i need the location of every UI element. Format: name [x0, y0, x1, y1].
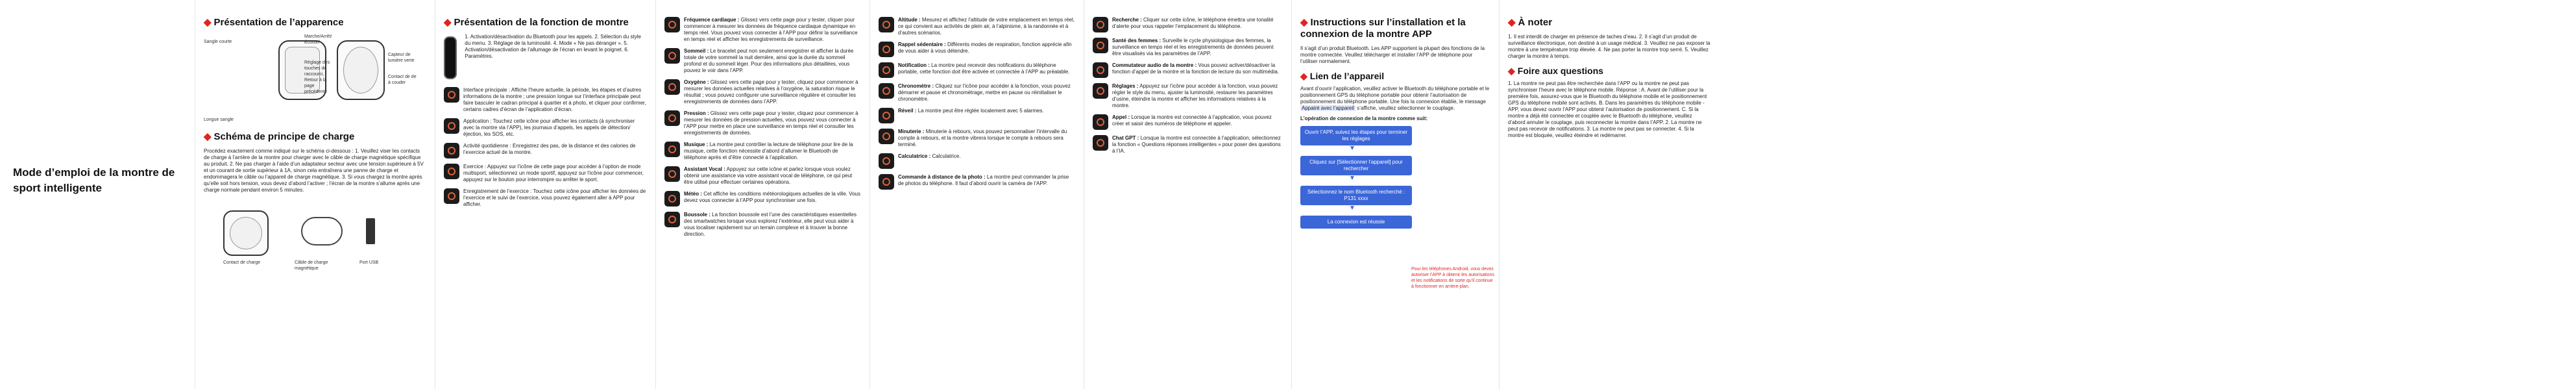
list-item: Appel : Lorsque la montre est connectée à l’application, vous pouvez créer et saisir des numéros de téléphone et appeler. [1112, 114, 1272, 127]
call-icon [1093, 114, 1108, 130]
flow-step-select-bluetooth: Sélectionnez le nom Bluetooth recherché : P131 xxxx [1300, 186, 1412, 205]
install-text: Il s’agit d’un produit Bluetooth. Les APP supportent la plupart des fonctions de la montre connectée. Veuillez télécharger et installer l’APP de téléphone pour l’utiliser normalement. [1300, 45, 1485, 64]
charging-text: Procédez exactement comme indiqué sur le schéma ci-dessous : 1. Veuillez viser les contacts de charge à l’arrière de la montre pour charger avec le câble de charge magnétique spécifique au produit. 2. Ne pas charger à l’aide d’un adaptateur secteur avec une tension supérieure à 5V et un courant de sortie supérieur à 1A, sinon cela entraînera une panne de charge et endommagera le câble ou l’appareil de charge magnétique. 3. Si vous chargez la montre après qu’elle soit hors tension, vous devez d’abord l’activer ; l’écran de la montre s’allume après une charge normale pendant environ 5 minutes. [204, 148, 424, 193]
list-item: Météo : Cet affiche les conditions météorologiques actuelles de la ville. Vous devez vous connecter à l’APP pour synchroniser une fois. [684, 191, 861, 203]
arrow-down-icon: ▼ [1349, 145, 1355, 152]
calculator-icon [879, 153, 894, 169]
flow-step-open-app: Ouvrir l’APP, suivez les étapes pour terminer les réglages [1300, 126, 1412, 145]
label-long-strap: Longue sangle [204, 118, 234, 122]
flow-title: L’opération de connexion de la montre comme suit: [1300, 116, 1428, 121]
list-item: Sommeil : Le bracelet peut non seulement enregistrer et afficher la durée totale de votre sommeil la nuit dernière, ainsi que la durée du sommeil profond et du sommeil léger. Pour des informations plus détaillées, vous pouvez le voir dans l’APP. [684, 48, 854, 73]
app-text: Application : Touchez cette icône pour afficher les contacts (à synchroniser avec la montre via l’APP), les journaux d’appels, les appels de détection/éjection, les SOS, etc. [463, 118, 635, 137]
arrow-down-icon: ▼ [1349, 205, 1355, 212]
music-icon [664, 142, 680, 157]
stopwatch-icon [879, 83, 894, 99]
sedentary-icon [879, 42, 894, 57]
tools-panel [869, 0, 1084, 389]
arrow-down-icon: ▼ [1349, 175, 1355, 182]
label-short-strap: Sangle courte [204, 40, 232, 44]
list-item: Assistant Vocal : Appuyez sur cette icône et parlez lorsque vous voulez obtenir une assistance via votre assistant vocal de téléphone, ce qui peut être utilisé pour effectuer certaines opérations. [684, 166, 853, 185]
weather-icon [664, 191, 680, 207]
label-usb: Port USB [359, 260, 379, 265]
label-cable: Câble de charge magnétique [295, 260, 328, 271]
list-item: Minuterie : Minuterie à rebours, vous pouvez personnaliser l’intervalle du compte à rebours, et la montre vibrera lorsque le compte à rebours sera terminé. [898, 129, 1067, 147]
chat-gpt-icon [1093, 135, 1108, 151]
label-light-sensor: Capteur de lumière verte [388, 53, 415, 63]
watch-back-charging [223, 210, 269, 256]
list-item: Santé des femmes : Surveille le cycle physiologique des femmes, la surveillance en temps réel et les enregistrements de données peuvent être visualisés via les paramètres de l’APP. [1112, 38, 1274, 56]
install-heading: ◆ Instructions sur l’installation et la connexion de la montre APP [1300, 17, 1466, 40]
label-charge-contacts: Contact de de à couder [388, 75, 417, 85]
list-item: Notification : La montre peut recevoir des notifications du téléphone portable, cette fonction doit être activée et connectée à l’APP au préalable. [898, 62, 1070, 75]
alarm-icon [879, 108, 894, 123]
activity-icon [444, 143, 459, 158]
flow-step-success: La connexion est réussie [1300, 216, 1412, 229]
connection-flow [1300, 126, 1490, 229]
records-icon [444, 188, 459, 204]
list-item: Fréquence cardiaque : Glissez vers cette page pour y tester, cliquer pour commencer à mesurer les données de fréquence cardiaque dynamique en temps réel. Vous pouvez vous connecter à l’APP pour définir la surveillance en temps réel et afficher les enregistrements de surveillance. [684, 17, 858, 42]
phone-panel [1084, 0, 1291, 389]
list-item: Boussole : La fonction boussole est l’une des caractéristiques essentielles des smartwatches lorsque vous explorez l’extérieur, elle peut vous aider à vous localiser rapidement sur un terrain complexe et à trouver la bonne direction. [684, 212, 857, 237]
audio-switch-icon [1093, 62, 1108, 78]
sleep-icon [664, 48, 680, 64]
search-icon [1093, 17, 1108, 32]
records-text: Enregistrement de l’exercice : Touchez cette icône pour afficher les données de l’exercice et le suivi de l’exercice, vous pouvez également aller à APP pour afficher. [463, 188, 646, 207]
notification-icon [879, 62, 894, 78]
pressure-icon [664, 110, 680, 126]
exercise-text: Exercice : Appuyez sur l’icône de cette page pour accéder à l’option de mode multisport, sélectionnez un mode sportif, appuyez sur l’icône pour commencer, appuyez sur le bouton pour interrompre ou arrêter le sport. [463, 164, 644, 182]
faq-heading: ◆ Foire aux questions [1508, 66, 1604, 76]
label-contact: Contact de charge [223, 260, 261, 265]
list-item: Altitude : Mesurez et affichez l’altitude de votre emplacement en temps réel, ce qui convient aux activités de plein air, à l’alpinisme, à la randonnée et à d’autres scénarios. [898, 17, 1075, 36]
list-item: Commutateur audio de la montre : Vous pouvez activer/désactiver la fonction d’appel de la montre et la fonction de lecture du son multimédia. [1112, 62, 1280, 75]
list-item: Réglages : Appuyez sur l’icône pour accéder à la fonction, vous pouvez régler le style du menu, ajuster la luminosité, restaurer les paramètres d’usine, éteindre la montre et afficher les informations relatives à la montre. [1112, 83, 1278, 108]
functions-heading: ◆ Présentation de la fonction de montre [444, 17, 629, 28]
link-heading: ◆ Lien de l’appareil [1300, 71, 1385, 81]
watch-diagram [204, 34, 426, 131]
oxygen-icon [664, 79, 680, 95]
list-item: Rappel sédentaire : Différents modes de respiration, fonction apprécie afin de vous aider à vous détendre. [898, 42, 1072, 54]
charging-heading: ◆ Schéma de principe de charge [204, 131, 355, 142]
cover-title: Mode d’emploi de la montre de sport intelligente [13, 166, 175, 194]
app-icon [444, 118, 459, 134]
label-power-button: Marche/Arrêt/ Écoute/ [304, 34, 332, 45]
appearance-heading: ◆ Présentation de l’apparence [204, 17, 344, 28]
pairing-highlight: Appairé avec l’appareil [1302, 105, 1354, 111]
cable-image [301, 217, 343, 245]
list-item: Recherche : Cliquer sur cette icône, le téléphone émettra une tonalité d’alerte pour vous rappeler l’emplacement du téléphone. [1112, 17, 1274, 29]
altitude-icon [879, 17, 894, 32]
activity-text: Activité quotidienne : Enregistrez des pas, de la distance et des calories de l’exercice actuel de la montre. [463, 143, 636, 155]
list-item: Réveil : La montre peut être réglée localement avec 5 alarmes. [898, 108, 1044, 114]
camera-icon [879, 174, 894, 190]
list-item: Chronomètre : Cliquez sur l’icône pour accéder à la fonction, vous pouvez démarrer et pause et chronométrage, mettre en pause ou réinitialiser le chronomètre. [898, 83, 1071, 102]
voice-assistant-icon [664, 166, 680, 182]
list-item: Pression : Glissez vers cette page pour y tester, cliquez pour commencer à mesurer les données de pression actuelles, vous pouvez vous connecter à l’APP pour mettre en place une surveillance en temps réel et consulter les enregistrements de données. [684, 110, 858, 136]
usb-plug-image [366, 218, 375, 244]
list-item: Commande à distance de la photo : La montre peut commander la prise de photos du téléphone. Il faut d’abord ouvrir la caméra de l’APP. [898, 174, 1069, 186]
install-panel [1291, 0, 1499, 389]
link-text: Avant d’ouvrir l’application, veuillez activer le Bluetooth du téléphone portable et le positionnement GPS du téléphone portable pour obtenir l’autorisation de positionnement du téléphone portable. Une fois la connexion établie, le message Appairé avec l’appareil s’affiche, veuillez sélectionner le couplage. [1300, 86, 1490, 111]
flow-step-select-device: Cliquez sur [Sélectionner l’appareil] pour rechercher [1300, 156, 1412, 175]
timer-icon [879, 129, 894, 144]
charging-diagram [204, 197, 426, 269]
appearance-panel [195, 0, 435, 389]
list-item: Calculatrice : Calculatrice. [898, 153, 961, 159]
exercise-icon [444, 164, 459, 179]
watch-back-image [337, 40, 385, 100]
compass-icon [664, 212, 680, 227]
heart-rate-icon [664, 17, 680, 32]
health-panel [655, 0, 869, 389]
list-item: Musique : La montre peut contrôler la lecture de téléphone pour lire de la musique, cette fonction nécessite d’abord d’allumer le Bluetooth de téléphone après et d’être connecté à l’application. [684, 142, 853, 160]
faq-text: 1. La montre ne peut pas être recherchée dans l’APP ou la montre ne peut pas synchroniser l’heure avec le téléphone mobile. Réponse : A. Avant de l’utiliser pour la première fois, assurez-vous que le Bluetooth du téléphone mobile et le positionnement GPS du téléphone mobile sont activés. B. Dans les paramètres du téléphone mobile - APP, vous devez ouvrir l’APP pour obtenir l’autorisation de positionnement. C. Si la montre a déjà été connectée et couplée avec le Bluetooth du téléphone, veuillez d’abord annuler le couplage, puis reconnecter la montre dans l’APP. 2. La montre ne peut pas recevoir de notifications. 3. La montre ne peut pas se connecter. 4. Si la montre est bloquée, veuillez éteindre et redémarrer. [1508, 81, 1707, 138]
watch-screen-image [444, 36, 457, 79]
interface-text: Interface principale : Affiche l’heure actuelle, la période, les étapes et d’autres informations de la montre ; une pression longue sur l’interface principale peut faire basculer le cadran principal à quartier et à photo, et cliquer pour confirmer, certains cadres d’écran de l’application d’écran. [463, 87, 646, 112]
list-item: Oxygène : Glissez vers cette page pour y tester, cliquez pour commencer à mesurer les données actuelles relatives à l’oxygène, la saturation risque le résultat ; vous pouvez configurer une surveillance régulière et consulter les enregistrements de données dans l’APP. [684, 79, 858, 105]
android-note: Pour les téléphones Android, vous devez autoriser l’APP à obtenir les autorisations et les notifications de sorte qu’il continue à fonctionner en arrière-plan. [1411, 267, 1494, 289]
interface-icon [444, 87, 459, 103]
function-list: 1. Activation/désactivation du Bluetooth pour les appels. 2. Sélection du style du menu. 3. Réglage de la luminosité. 4. Mode « Ne pas déranger ». 5. Activation/désactivation de l’allumage de l’écran en levant le poignet. 6. Paramètres. [465, 34, 641, 59]
functions-panel [435, 0, 655, 389]
notes-heading: ◆ À noter [1508, 17, 1553, 28]
notes-panel [1499, 0, 1719, 389]
label-shortcut-button: Réglage des touches de raccourci, Retour à la page précédente [304, 60, 330, 94]
notes-text: 1. Il est interdit de charger en présence de taches d’eau. 2. Il s’agit d’un produit de surveillance électronique, non destiné à un usage médical. 3. Veuillez ne pas exposer la montre à une température trop élevée. 4. Ne pas porter la montre trop serré. 5. Veuillez charger la montre à temps. [1508, 34, 1710, 59]
list-item: Chat GPT : Lorsque la montre est connectée à l’application, sélectionnez la fonction « Questions réponses intelligentes » pour poser des questions à l’IA. [1112, 135, 1281, 154]
women-health-icon [1093, 38, 1108, 53]
settings-icon [1093, 83, 1108, 99]
cover-panel [0, 0, 195, 389]
